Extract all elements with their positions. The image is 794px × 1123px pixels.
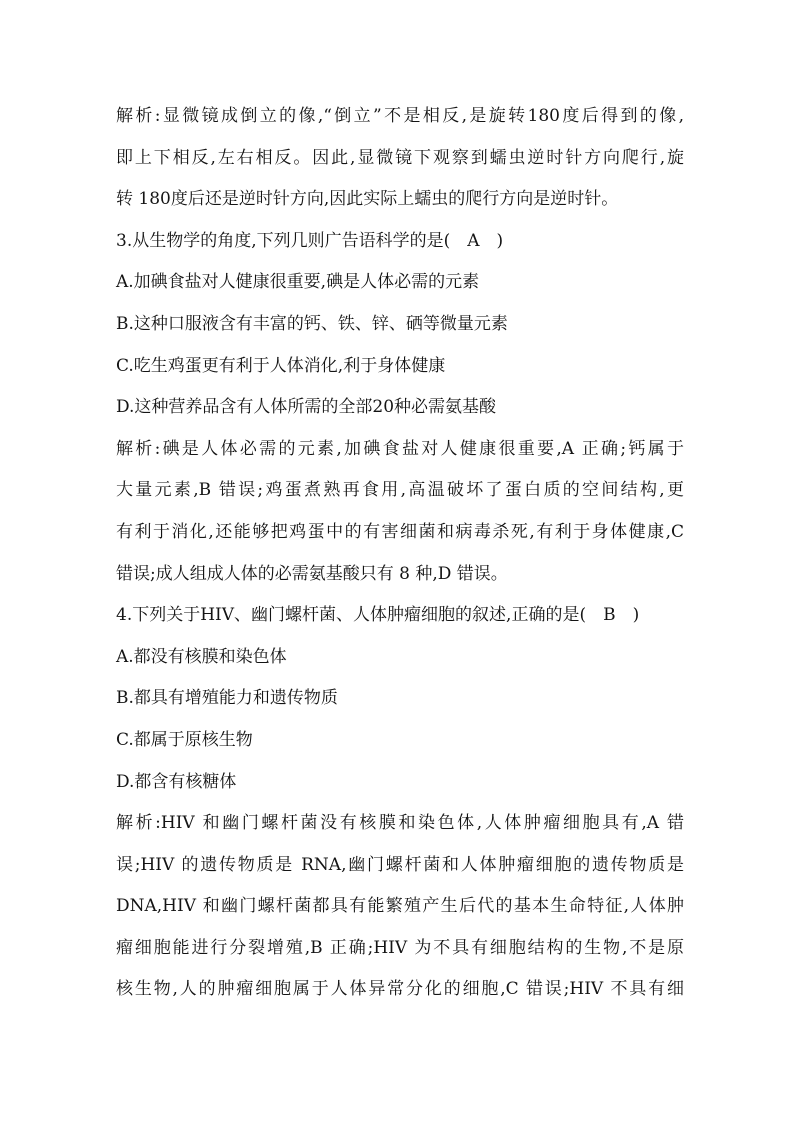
explanation-line: 有利于消化,还能够把鸡蛋中的有害细菌和病毒杀死,有利于身体健康,C — [116, 521, 684, 542]
option-d: D.这种营养品含有人体所需的全部20种必需氨基酸 — [116, 397, 497, 418]
explanation-line: 大量元素,B 错误;鸡蛋煮熟再食用,高温破坏了蛋白质的空间结构,更 — [116, 480, 684, 501]
explanation-line: 解析:显微镜成倒立的像,“倒立”不是相反,是旋转180度后得到的像, — [116, 106, 684, 126]
page-content — [116, 96, 684, 1011]
explanation-line: 解析:碘是人体必需的元素,加碘食盐对人健康很重要,A 正确;钙属于 — [116, 438, 684, 459]
question-3-explanation — [116, 429, 684, 595]
explanation-line: DNA,HIV 和幽门螺杆菌都具有能繁殖产生后代的基本生命特征,人体肿 — [116, 896, 684, 917]
explanation-line: 错误;成人组成人体的必需氨基酸只有 8 种,D 错误。 — [116, 563, 508, 584]
question-stem: 3.从生物学的角度,下列几则广告语科学的是( A ) — [116, 230, 504, 251]
explanation-line: 误;HIV 的遗传物质是 RNA,幽门螺杆菌和人体肿瘤细胞的遗传物质是 — [116, 854, 684, 875]
explanation-line: 解析:HIV 和幽门螺杆菌没有核膜和染色体,人体肿瘤细胞具有,A 错 — [116, 813, 684, 834]
previous-explanation — [116, 96, 684, 221]
explanation-line: 核生物,人的肿瘤细胞属于人体异常分化的细胞,C 错误;HIV 不具有细 — [116, 979, 684, 1000]
explanation-line: 转 180度后还是逆时针方向,因此实际上蠕虫的爬行方向是逆时针。 — [116, 189, 619, 210]
option-b: B.都具有增殖能力和遗传物质 — [116, 688, 338, 709]
question-4-explanation — [116, 803, 684, 1011]
explanation-line: 即上下相反,左右相反。因此,显微镜下观察到蠕虫逆时针方向爬行,旋 — [116, 147, 684, 168]
option-d: D.都含有核糖体 — [116, 771, 237, 792]
option-c: C.吃生鸡蛋更有利于人体消化,利于身体健康 — [116, 355, 446, 376]
option-a: A.都没有核膜和染色体 — [116, 646, 287, 667]
question-4 — [116, 595, 684, 1011]
option-a: A.加碘食盐对人健康很重要,碘是人体必需的元素 — [116, 272, 480, 293]
option-c: C.都属于原核生物 — [116, 729, 253, 750]
question-3 — [116, 221, 684, 595]
question-stem: 4.下列关于HIV、幽门螺杆菌、人体肿瘤细胞的叙述,正确的是( B ) — [116, 605, 640, 626]
option-b: B.这种口服液含有丰富的钙、铁、锌、硒等微量元素 — [116, 313, 508, 334]
explanation-line: 瘤细胞能进行分裂增殖,B 正确;HIV 为不具有细胞结构的生物,不是原 — [116, 937, 684, 958]
